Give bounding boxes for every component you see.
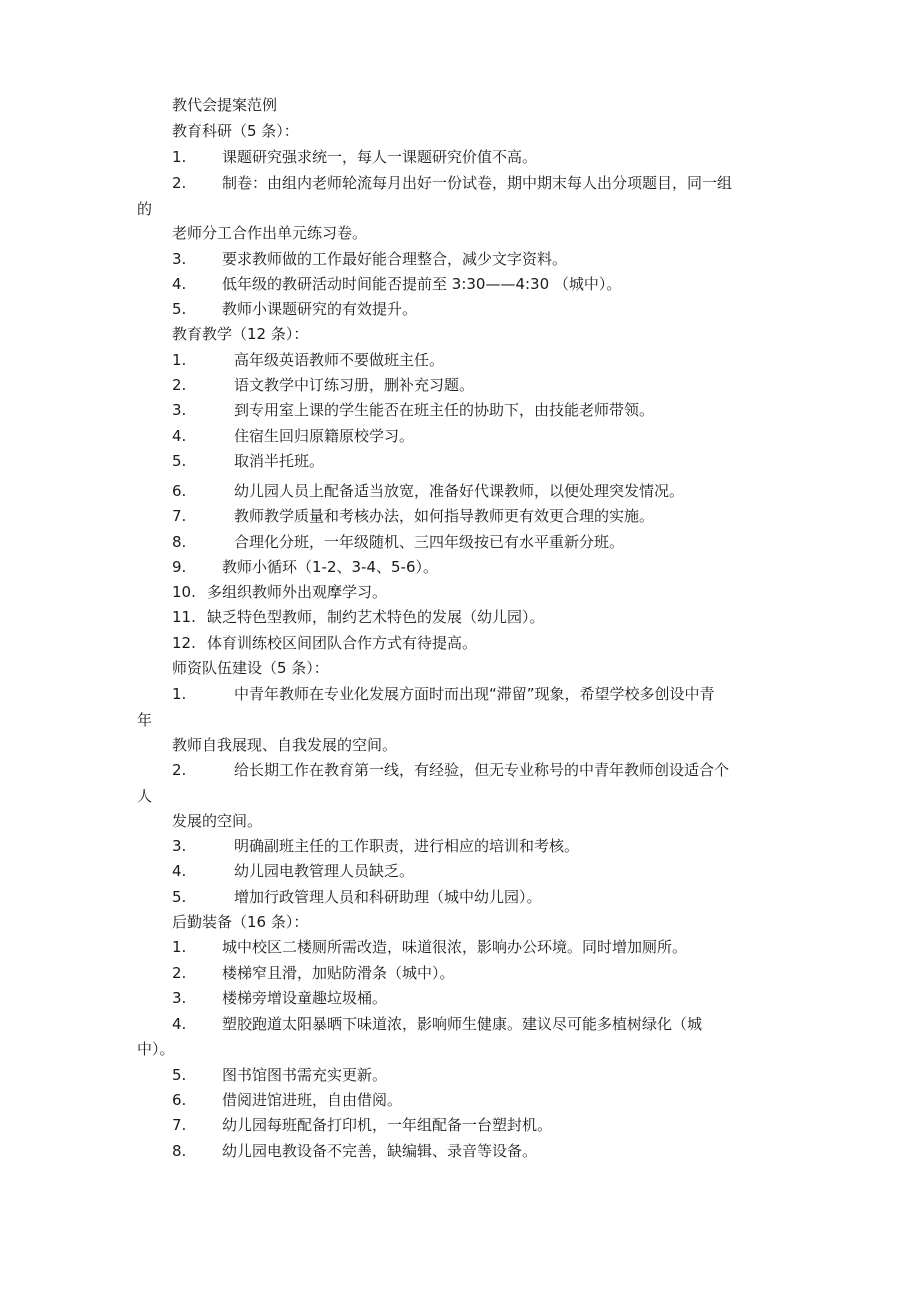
item-text: 体育训练校区间团队合作方式有待提高。 bbox=[207, 634, 478, 652]
item-text: 幼儿园人员上配备适当放宽，准备好代课教师，以便处理突发情况。 bbox=[234, 482, 685, 500]
item-number: 8. bbox=[172, 533, 187, 551]
item-text: 取消半托班。 bbox=[234, 452, 325, 470]
item-number: 3. bbox=[172, 401, 187, 419]
item-text: 低年级的教研活动时间能否提前至 3:30——4:30 （城中）。 bbox=[222, 275, 622, 293]
item-text-wrap: 的 bbox=[137, 200, 153, 218]
item-text: 给长期工作在教育第一线，有经验，但无专业称号的中青年教师创设适合个 bbox=[234, 761, 730, 779]
item-number: 1. bbox=[172, 351, 187, 369]
item-number: 11. bbox=[172, 608, 196, 626]
item-text: 幼儿园每班配备打印机，一年组配备一台塑封机。 bbox=[222, 1116, 553, 1134]
item-number: 1. bbox=[172, 938, 187, 956]
item-text: 幼儿园电教管理人员缺乏。 bbox=[234, 862, 415, 880]
item-number: 4. bbox=[172, 862, 187, 880]
item-text: 塑胶跑道太阳暴晒下味道浓，影响师生健康。建议尽可能多植树绿化（城 bbox=[222, 1015, 703, 1033]
item-number: 2. bbox=[172, 761, 187, 779]
section-heading: 教育科研（5 条）： bbox=[172, 122, 299, 140]
item-text-wrap: 人 bbox=[137, 787, 153, 805]
item-text: 课题研究强求统一，每人一课题研究价值不高。 bbox=[222, 148, 538, 166]
item-text: 借阅进馆进班，自由借阅。 bbox=[222, 1091, 403, 1109]
item-number: 6. bbox=[172, 482, 187, 500]
item-text: 制卷：由组内老师轮流每月出好一份试卷，期中期末每人出分项题目，同一组 bbox=[222, 174, 733, 192]
item-text: 到专用室上课的学生能否在班主任的协助下，由技能老师带领。 bbox=[234, 401, 655, 419]
item-number: 5. bbox=[172, 300, 187, 318]
doc-title: 教代会提案范例 bbox=[172, 96, 278, 114]
item-text: 多组织教师外出观摩学习。 bbox=[207, 583, 388, 601]
item-text: 缺乏特色型教师，制约艺术特色的发展（幼儿园）。 bbox=[207, 608, 545, 626]
item-number: 5. bbox=[172, 888, 187, 906]
item-text: 幼儿园电教设备不完善，缺编辑、录音等设备。 bbox=[222, 1142, 538, 1160]
section-heading: 后勤装备（16 条）： bbox=[172, 913, 309, 931]
item-number: 4. bbox=[172, 1015, 187, 1033]
item-number: 10. bbox=[172, 583, 196, 601]
item-number: 1. bbox=[172, 685, 187, 703]
item-number: 5. bbox=[172, 452, 187, 470]
item-text: 教师小循环（1-2、3-4、5-6）。 bbox=[222, 558, 438, 576]
item-number: 9. bbox=[172, 558, 187, 576]
item-number: 3. bbox=[172, 837, 187, 855]
item-text: 楼梯旁增设童趣垃圾桶。 bbox=[222, 989, 388, 1007]
item-text: 教师教学质量和考核办法，如何指导教师更有效更合理的实施。 bbox=[234, 507, 655, 525]
item-number: 3. bbox=[172, 250, 187, 268]
item-text: 图书馆图书需充实更新。 bbox=[222, 1066, 388, 1084]
item-number: 8. bbox=[172, 1142, 187, 1160]
item-number: 2. bbox=[172, 376, 187, 394]
item-number: 4. bbox=[172, 427, 187, 445]
item-text: 合理化分班，一年级随机、三四年级按已有水平重新分班。 bbox=[234, 533, 625, 551]
item-number: 4. bbox=[172, 275, 187, 293]
item-text: 语文教学中订练习册，删补充习题。 bbox=[234, 376, 475, 394]
item-number: 6. bbox=[172, 1091, 187, 1109]
section-heading: 师资队伍建设（5 条）： bbox=[172, 659, 329, 677]
item-text-wrap: 中）。 bbox=[137, 1040, 175, 1058]
item-text: 明确副班主任的工作职责，进行相应的培训和考核。 bbox=[234, 837, 580, 855]
item-number: 3. bbox=[172, 989, 187, 1007]
item-number: 1. bbox=[172, 148, 187, 166]
item-text: 增加行政管理人员和科研助理（城中幼儿园）。 bbox=[234, 888, 542, 906]
item-text-wrap: 年 bbox=[137, 711, 153, 729]
item-text: 中青年教师在专业化发展方面时而出现“滞留”现象，希望学校多创设中青 bbox=[234, 685, 715, 703]
item-number: 12. bbox=[172, 634, 196, 652]
item-number: 2. bbox=[172, 964, 187, 982]
item-text: 住宿生回归原籍原校学习。 bbox=[234, 427, 415, 445]
item-number: 7. bbox=[172, 507, 187, 525]
item-text: 楼梯窄且滑，加贴防滑条（城中）。 bbox=[222, 964, 455, 982]
item-text-continued: 教师自我展现、自我发展的空间。 bbox=[172, 736, 398, 754]
item-text: 城中校区二楼厕所需改造，味道很浓，影响办公环境。同时增加厕所。 bbox=[222, 938, 688, 956]
item-text: 教师小课题研究的有效提升。 bbox=[222, 300, 418, 318]
item-text: 要求教师做的工作最好能合理整合，减少文字资料。 bbox=[222, 250, 568, 268]
section-heading: 教育教学（12 条）： bbox=[172, 325, 309, 343]
item-text-continued: 老师分工合作出单元练习卷。 bbox=[172, 224, 368, 242]
item-number: 5. bbox=[172, 1066, 187, 1084]
item-number: 2. bbox=[172, 174, 187, 192]
item-number: 7. bbox=[172, 1116, 187, 1134]
item-text-continued: 发展的空间。 bbox=[172, 812, 263, 830]
item-text: 高年级英语教师不要做班主任。 bbox=[234, 351, 445, 369]
